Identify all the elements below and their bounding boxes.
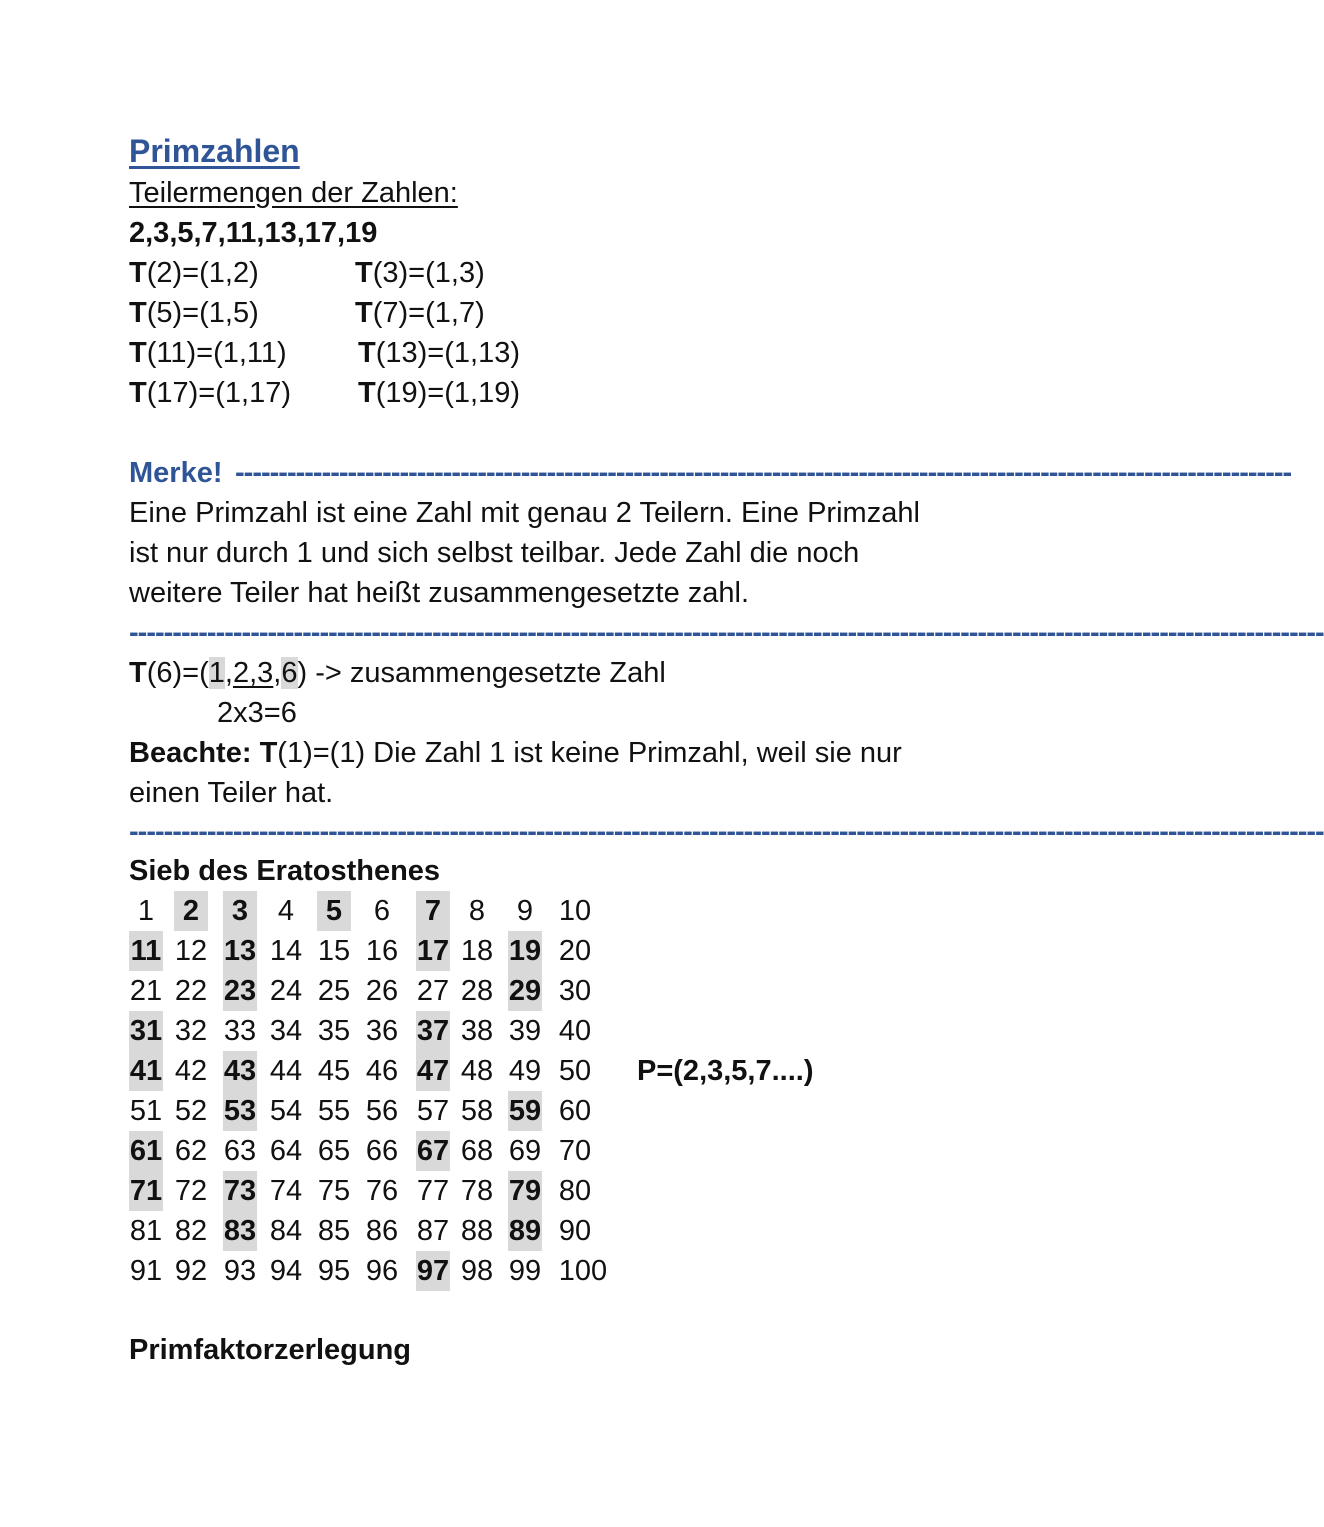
sieve-cell: 18 (460, 935, 494, 967)
divisor-set: (3)=(1,3) (372, 257, 485, 289)
sieve-cell: 20 (558, 935, 592, 967)
numbers-line: 2,3,5,7,11,13,17,19 (129, 217, 378, 249)
sieve-cell: 44 (269, 1055, 303, 1087)
sieve-cell: 26 (365, 975, 399, 1007)
sieve-cell: 45 (317, 1055, 351, 1087)
sieve-cell: 22 (174, 975, 208, 1007)
sieve-cell: 1 (137, 895, 155, 927)
sieve-row (129, 971, 629, 1011)
sieve-row (129, 1091, 629, 1131)
sieve-cell: 25 (317, 975, 351, 1007)
sieve-cell: 66 (365, 1135, 399, 1167)
example-product: 2x3=6 (217, 697, 297, 729)
sieve-cell: 10 (558, 895, 592, 927)
divisor-set-row (129, 373, 291, 413)
sieve-prime-cell: 43 (223, 1051, 257, 1091)
sieve-prime-cell: 97 (416, 1251, 450, 1291)
divisor-set-row (358, 373, 520, 413)
sieve-cell: 12 (174, 935, 208, 967)
sieve-prime-cell: 31 (129, 1011, 163, 1051)
sieve-cell: 92 (174, 1255, 208, 1287)
merke-text-line: weitere Teiler hat heißt zusammengesetzte zahl. (129, 577, 750, 609)
t-symbol: T (129, 337, 147, 369)
sieve-cell: 6 (373, 895, 391, 927)
sieve-cell: 65 (317, 1135, 351, 1167)
sieve-cell: 34 (269, 1015, 303, 1047)
sieve-cell: 27 (416, 975, 450, 1007)
sieve-cell: 86 (365, 1215, 399, 1247)
sieve-row (129, 1011, 629, 1051)
sieve-cell: 50 (558, 1055, 592, 1087)
sieve-grid (129, 891, 629, 1291)
beachte-text-line: einen Teiler hat. (129, 777, 334, 809)
t-symbol: T (355, 297, 373, 329)
sieve-cell: 49 (508, 1055, 542, 1087)
sieve-cell: 42 (174, 1055, 208, 1087)
sieve-cell: 99 (508, 1255, 542, 1287)
sieve-cell: 64 (269, 1135, 303, 1167)
sieve-prime-cell: 73 (223, 1171, 257, 1211)
sieve-cell: 96 (365, 1255, 399, 1287)
sieve-cell: 91 (129, 1255, 163, 1287)
merke-text-line: Eine Primzahl ist eine Zahl mit genau 2 Teilern. Eine Primzahl (129, 497, 920, 529)
sieve-cell: 24 (269, 975, 303, 1007)
sieve-prime-cell: 41 (129, 1051, 163, 1091)
sieve-cell: 9 (516, 895, 534, 927)
sieve-cell: 8 (468, 895, 486, 927)
sieve-prime-cell: 7 (416, 891, 450, 931)
divisor-set: (5)=(1,5) (146, 297, 259, 329)
sieve-cell: 56 (365, 1095, 399, 1127)
sieve-cell: 72 (174, 1175, 208, 1207)
subtitle: Teilermengen der Zahlen: (129, 177, 458, 209)
sieve-row (129, 1171, 629, 1211)
sieve-cell: 76 (365, 1175, 399, 1207)
sieve-row (129, 1051, 629, 1091)
sieve-prime-cell: 47 (416, 1051, 450, 1091)
sieve-prime-cell: 29 (508, 971, 542, 1011)
sieve-cell: 15 (317, 935, 351, 967)
sieve-cell: 57 (416, 1095, 450, 1127)
merke-text-line: ist nur durch 1 und sich selbst teilbar. Jede Zahl die noch (129, 537, 860, 569)
sieve-prime-cell: 89 (508, 1211, 542, 1251)
sieve-prime-cell: 23 (223, 971, 257, 1011)
sieve-row (129, 891, 629, 931)
sieve-cell: 80 (558, 1175, 592, 1207)
sieve-cell: 54 (269, 1095, 303, 1127)
sieve-row (129, 931, 629, 971)
t-symbol: T (358, 337, 376, 369)
sieve-cell: 62 (174, 1135, 208, 1167)
example-text: , (224, 657, 233, 689)
divisor-set: (13)=(1,13) (375, 337, 520, 369)
sieve-cell: 60 (558, 1095, 592, 1127)
sieve-cell: 30 (558, 975, 592, 1007)
divisor-pair: 2,3 (232, 657, 274, 689)
sieve-prime-cell: 2 (174, 891, 208, 931)
sieve-cell: 95 (317, 1255, 351, 1287)
divisor-set: (11)=(1,11) (146, 337, 287, 369)
sieve-prime-cell: 3 (223, 891, 257, 931)
sieve-cell: 16 (365, 935, 399, 967)
sieve-cell: 93 (223, 1255, 257, 1287)
section-title-primfaktorzerlegung: Primfaktorzerlegung (129, 1334, 411, 1366)
sieve-cell: 48 (460, 1055, 494, 1087)
sieve-prime-cell: 79 (508, 1171, 542, 1211)
divisor-set-row (355, 293, 485, 333)
sieve-cell: 77 (416, 1175, 450, 1207)
sieve-cell: 70 (558, 1135, 592, 1167)
beachte-line (129, 733, 902, 773)
t-symbol: T (358, 377, 376, 409)
example-line (129, 653, 666, 693)
divisor-set: (7)=(1,7) (372, 297, 485, 329)
divisor-highlight: 1 (208, 657, 225, 689)
sieve-cell: 40 (558, 1015, 592, 1047)
sieve-cell: 36 (365, 1015, 399, 1047)
divisor-set: (2)=(1,2) (146, 257, 259, 289)
sieve-cell: 51 (129, 1095, 163, 1127)
sieve-cell: 58 (460, 1095, 494, 1127)
t-symbol: T (129, 657, 147, 689)
sieve-prime-cell: 17 (416, 931, 450, 971)
divisor-set-row (129, 293, 259, 333)
example-text: ) -> zusammengesetzte Zahl (297, 657, 666, 689)
sieve-cell: 98 (460, 1255, 494, 1287)
sieve-cell: 4 (277, 895, 295, 927)
sieve-cell: 28 (460, 975, 494, 1007)
divisor-set-row (129, 333, 287, 373)
sieve-row (129, 1251, 629, 1291)
sieve-cell: 32 (174, 1015, 208, 1047)
sieve-cell: 55 (317, 1095, 351, 1127)
sieve-cell: 21 (129, 975, 163, 1007)
sieve-prime-cell: 19 (508, 931, 542, 971)
sieve-cell: 87 (416, 1215, 450, 1247)
sieve-prime-cell: 67 (416, 1131, 450, 1171)
sieve-row (129, 1131, 629, 1171)
sieve-prime-cell: 5 (317, 891, 351, 931)
example-text: (6)=( (146, 657, 209, 689)
divisor-highlight: 6 (281, 657, 298, 689)
page-title: Primzahlen (129, 133, 300, 169)
sieve-cell: 78 (460, 1175, 494, 1207)
sieve-cell: 85 (317, 1215, 351, 1247)
sieve-cell: 90 (558, 1215, 592, 1247)
sieve-cell: 63 (223, 1135, 257, 1167)
divisor-set-row (355, 253, 485, 293)
sieve-prime-cell: 11 (129, 931, 163, 971)
example-text: , (273, 657, 282, 689)
sieve-cell: 84 (269, 1215, 303, 1247)
divisor-set-row (129, 253, 259, 293)
sieve-cell: 39 (508, 1015, 542, 1047)
prime-set: P=(2,3,5,7....) (637, 1055, 814, 1087)
sieve-prime-cell: 83 (223, 1211, 257, 1251)
sieve-cell: 14 (269, 935, 303, 967)
sieve-cell: 94 (269, 1255, 303, 1287)
sieve-prime-cell: 53 (223, 1091, 257, 1131)
t-symbol: T (129, 297, 147, 329)
sieve-cell: 35 (317, 1015, 351, 1047)
t-symbol: T (355, 257, 373, 289)
sieve-cell: 82 (174, 1215, 208, 1247)
sieve-cell: 81 (129, 1215, 163, 1247)
sieve-cell: 88 (460, 1215, 494, 1247)
sieve-cell: 69 (508, 1135, 542, 1167)
beachte-text: (1)=(1) Die Zahl 1 ist keine Primzahl, weil sie nur (277, 737, 902, 769)
sieve-prime-cell: 37 (416, 1011, 450, 1051)
t-symbol: T (259, 737, 278, 769)
sieve-title: Sieb des Eratosthenes (129, 855, 441, 887)
divisor-set: (19)=(1,19) (375, 377, 520, 409)
t-symbol: T (129, 377, 147, 409)
sieve-prime-cell: 61 (129, 1131, 163, 1171)
sieve-cell: 75 (317, 1175, 351, 1207)
sieve-prime-cell: 59 (508, 1091, 542, 1131)
sieve-prime-cell: 13 (223, 931, 257, 971)
sieve-cell: 74 (269, 1175, 303, 1207)
sieve-cell: 100 (558, 1255, 608, 1287)
divider-line: -------------------------------------------------------------------------------------------------------------------------- (235, 457, 1292, 489)
merke-label: Merke! (129, 457, 223, 489)
sieve-cell: 33 (223, 1015, 257, 1047)
sieve-prime-cell: 71 (129, 1171, 163, 1211)
sieve-row (129, 1211, 629, 1251)
sieve-cell: 68 (460, 1135, 494, 1167)
t-symbol: T (129, 257, 147, 289)
divisor-set-row (358, 333, 520, 373)
sieve-cell: 52 (174, 1095, 208, 1127)
divisor-set: (17)=(1,17) (146, 377, 291, 409)
beachte-label: Beachte: (129, 737, 252, 769)
divider-line: ------------------------------------------------------------------------------------------------------------------------------------------ (129, 617, 1324, 649)
sieve-cell: 46 (365, 1055, 399, 1087)
divider-line: ------------------------------------------------------------------------------------------------------------------------------------------ (129, 816, 1324, 848)
sieve-cell: 38 (460, 1015, 494, 1047)
